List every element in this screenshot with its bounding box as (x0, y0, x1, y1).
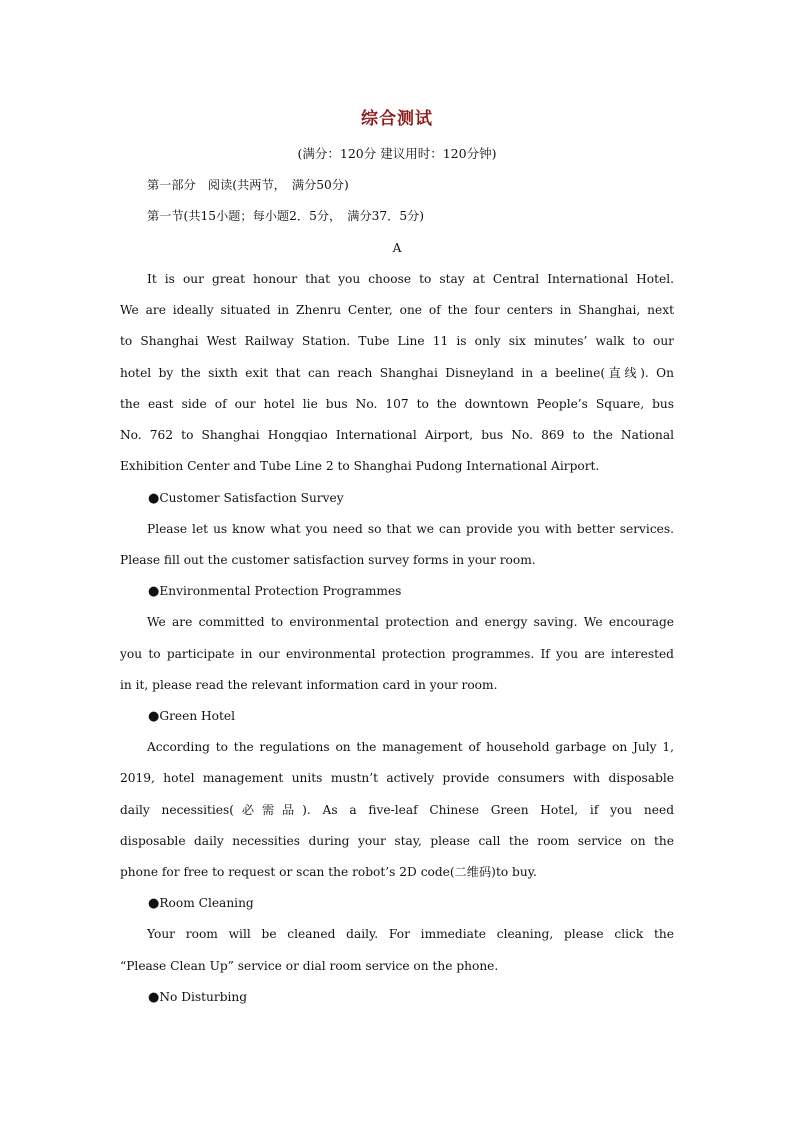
exam-info: (满分：120分 建议用时：120分钟) (297, 146, 497, 161)
section-heading: 第一节(共15小题；每小题2．5分， 满分37．5分) (147, 209, 425, 223)
paragraph-line: Please let us know what you need so that we can provide you with better services. (147, 522, 674, 536)
paragraph-line: “Please Clean Up” service or dial room service on the phone. (120, 959, 499, 973)
bullet-heading: ●Room Cleaning (148, 896, 254, 911)
part-heading: 第一部分 阅读(共两节， 满分50分) (147, 178, 349, 192)
paragraph-line: We are committed to environmental protection and energy saving. We encourage (147, 615, 674, 629)
paragraph-line: It is our great honour that you choose to stay at Central International Hotel. (147, 272, 674, 286)
bullet-heading: ●Customer Satisfaction Survey (148, 491, 344, 506)
passage-letter: A (392, 241, 402, 255)
paragraph-line: 2019, hotel management units mustn’t actively provide consumers with disposable (120, 771, 674, 785)
bullet-icon: ● (148, 896, 160, 911)
paragraph-line: phone for free to request or scan the robot’s 2D code(二维码)to buy. (120, 865, 537, 879)
paragraph-line: the east side of our hotel lie bus No. 107 to the downtown People’s Square, bus (120, 397, 674, 411)
paragraph-line: hotel by the sixth exit that can reach Shanghai Disneyland in a beeline(直线). On (120, 366, 674, 380)
bullet-icon: ● (148, 709, 160, 724)
paragraph-line: daily necessities(必需品). As a five-leaf Chinese Green Hotel, if you need (120, 803, 674, 817)
bullet-heading: ●No Disturbing (148, 990, 248, 1005)
paragraph-line: We are ideally situated in Zhenru Center, one of the four centers in Shanghai, next (120, 303, 674, 317)
page-title: 综合测试 (361, 109, 433, 129)
bullet-icon: ● (148, 491, 160, 506)
paragraph-line: Exhibition Center and Tube Line 2 to Shanghai Pudong International Airport. (120, 459, 600, 473)
paragraph-line: According to the regulations on the management of household garbage on July 1, (147, 740, 674, 754)
paragraph-line: Please fill out the customer satisfaction survey forms in your room. (120, 553, 536, 567)
bullet-heading: ●Environmental Protection Programmes (148, 584, 402, 599)
bullet-heading: ●Green Hotel (148, 709, 236, 724)
paragraph-line: you to participate in our environmental protection programmes. If you are interested (120, 647, 674, 661)
bullet-icon: ● (148, 584, 160, 599)
paragraph-line: to Shanghai West Railway Station. Tube Line 11 is only six minutes’ walk to our (120, 334, 674, 348)
paragraph-line: in it, please read the relevant information card in your room. (120, 678, 498, 692)
paragraph-line: Your room will be cleaned daily. For immediate cleaning, please click the (147, 927, 674, 941)
paragraph-line: No. 762 to Shanghai Hongqiao International Airport, bus No. 869 to the National (120, 428, 674, 442)
paragraph-line: disposable daily necessities during your stay, please call the room service on the (120, 834, 674, 848)
bullet-icon: ● (148, 990, 160, 1005)
